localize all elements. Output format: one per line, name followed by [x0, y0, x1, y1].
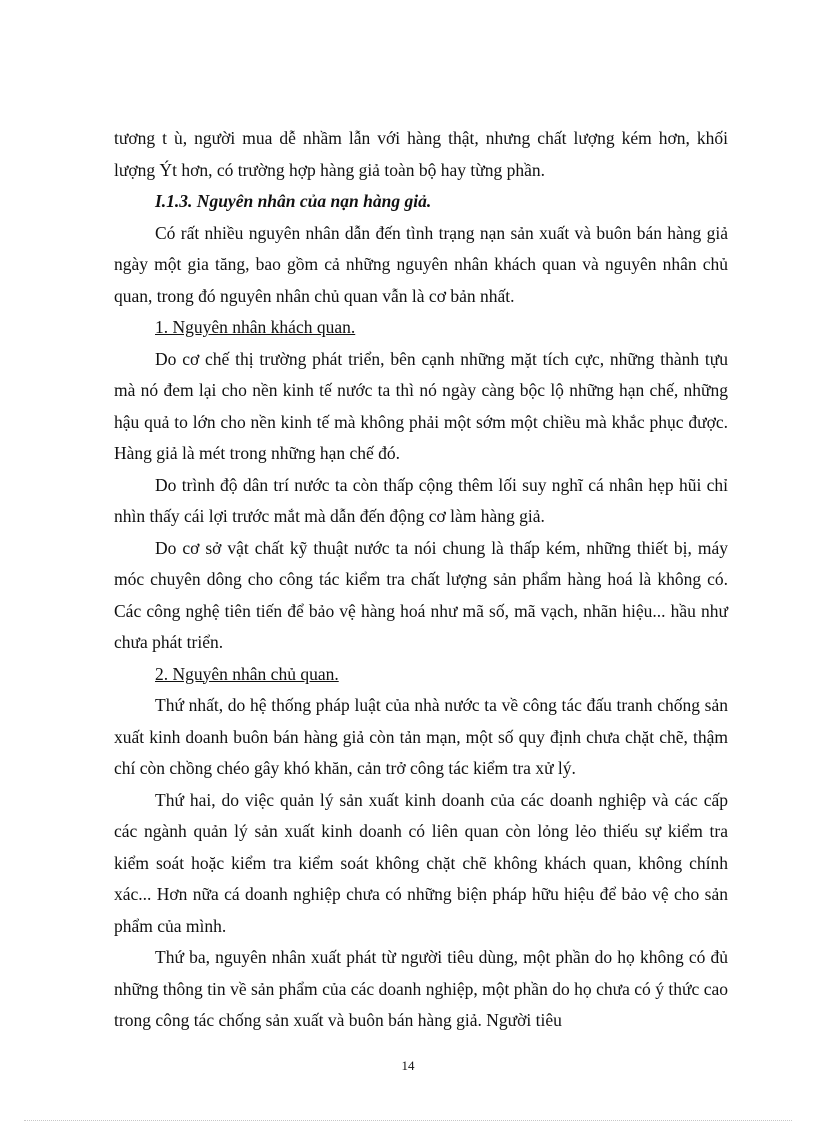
paragraph-continuation: tương t ù, người mua dễ nhầm lẫn với hàng thật, nhưng chất lượng kém hơn, khối lượng Ýt hơn, có trường hợp hàng giả toàn bộ hay từng phần.	[114, 128, 728, 180]
subsection-heading-objective	[114, 312, 728, 344]
page-number: 14	[401, 1058, 415, 1073]
paragraph-intro: Có rất nhiều nguyên nhân dẫn đến tình trạng nạn sản xuất và buôn bán hàng giả ngày một gia tăng, bao gồm cả những nguyên nhân khách quan và nguyên nhân chủ quan, trong đó nguyên nhân chủ quan vẫn là cơ bản nhất.	[114, 222, 728, 306]
section-heading: I.1.3. Nguyên nhân của nạn hàng giả.	[155, 191, 432, 211]
paragraph-market-mechanism: Do cơ chế thị trường phát triển, bên cạnh những mặt tích cực, những thành tựu mà nó đem lại cho nền kinh tế nước ta thì nó ngày càng bộc lộ những hạn chế, những hậu quả to lớn cho nền kinh tế mà không phải một sớm một chiều mà khắc phục được. Hàng giả là mét trong những hạn chế đó.	[114, 348, 728, 463]
subsection-heading-subjective	[114, 659, 728, 691]
paragraph-third-reason: Thứ ba, nguyên nhân xuất phát từ người tiêu dùng, một phần do họ không có đủ những thông tin về sản phẩm của các doanh nghiệp, một phần do họ chưa có ý thức cao trong công tác chống sản xuất và buôn bán hàng giả. Người tiêu	[114, 947, 728, 1030]
subsection-heading-objective-text: 1. Nguyên nhân khách quan.	[155, 317, 356, 337]
paragraph-infrastructure: Do cơ sở vật chất kỹ thuật nước ta nói chung là thấp kém, những thiết bị, máy móc chuyên dông cho công tác kiểm tra chất lượng sản phẩm hàng hoá là không có. Các công nghệ tiên tiến để bảo vệ hàng hoá như mã số, mã vạch, nhãn hiệu... hầu như chưa phát triển.	[114, 537, 728, 652]
paragraph-first-reason: Thứ nhất, do hệ thống pháp luật của nhà nước ta về công tác đấu tranh chống sản xuất kinh doanh buôn bán hàng giả còn tản mạn, một số quy định chưa chặt chẽ, thậm chí còn chồng chéo gây khó khăn, cản trở công tác kiểm tra xử lý.	[114, 695, 728, 778]
paragraph-second-reason: Thứ hai, do việc quản lý sản xuất kinh doanh của các doanh nghiệp và các cấp các ngành quản lý sản xuất kinh doanh có liên quan còn lỏng lẻo thiếu sự kiểm tra kiểm soát hoặc kiểm tra kiểm soát không chặt chẽ không khách quan, không chính xác... Hơn nữa cá doanh nghiệp chưa có những biện pháp hữu hiệu để bảo vệ cho sản phẩm của mình.	[114, 789, 728, 936]
page-bottom-divider	[24, 1120, 792, 1121]
paragraph-education-level: Do trình độ dân trí nước ta còn thấp cộng thêm lối suy nghĩ cá nhân hẹp hũi chỉ nhìn thấy cái lợi trước mắt mà dẫn đến động cơ làm hàng giả.	[114, 474, 728, 526]
body-text	[114, 123, 728, 1037]
subsection-heading-subjective-text: 2. Nguyên nhân chủ quan.	[155, 663, 339, 684]
